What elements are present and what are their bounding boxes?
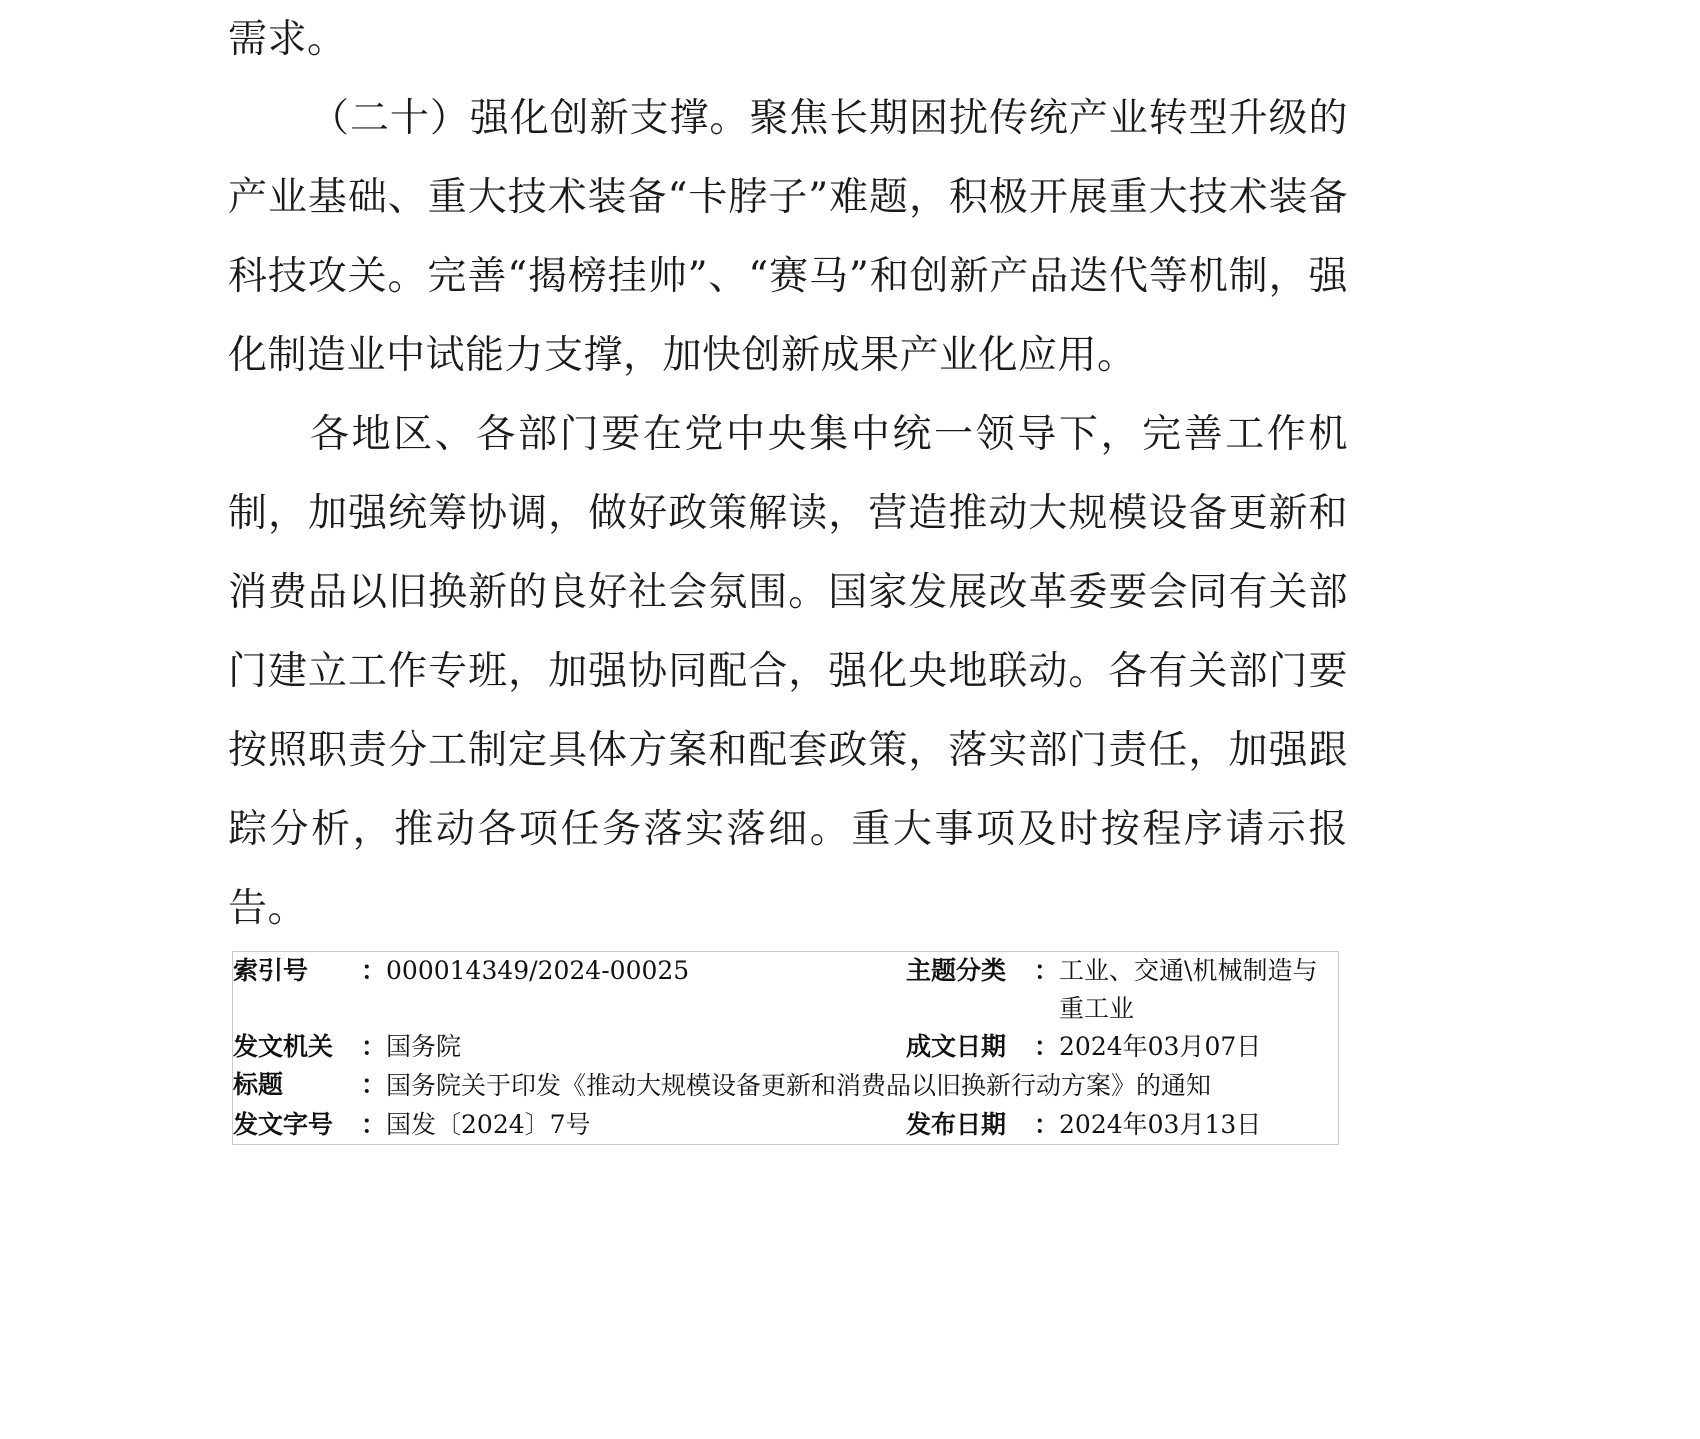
label-title: 标题 ： [233,1070,387,1099]
paragraph-closing: 各地区、各部门要在党中央集中统一领导下，完善工作机制，加强统筹协调，做好政策解读，营造推动大规模设备更新和消费品以旧换新的良好社会氛围。国家发展改革委要会同有关部门建立工作专班，加强协同配合，强化央地联动。各有关部门要按照职责分工制定具体方案和配套政策，落实部门责任，加强跟踪分析，推动各项任务落实落细。重大事项及时按程序请示报告。 [228,412,1348,931]
table-row [233,1028,1339,1066]
paragraph-continuation: 需求。 [228,17,347,62]
label-publish-date: 发布日期 ： [906,1110,1060,1139]
document-body [228,0,1348,948]
table-row [233,1066,1339,1106]
table-row [233,952,1339,1029]
value-topic-class: 工业、交通\机械制造与重工业 [1059,956,1318,1023]
table-row [233,1106,1339,1145]
label-index-no: 索引号 ： [233,956,387,985]
paragraph-section-twenty: （二十）强化创新支撑。聚焦长期困扰传统产业转型升级的产业基础、重大技术装备“卡脖子”难题，积极开展重大技术装备科技攻关。完善“揭榜挂帅”、“赛马”和创新产品迭代等机制，强化制造业中试能力支撑，加快创新成果产业化应用。 [228,96,1348,378]
label-topic-class: 主题分类 ： [906,956,1060,985]
value-draft-date: 2024年03月07日 [1059,1032,1262,1061]
value-issuing-agency: 国务院 [386,1032,462,1061]
value-index-no: 000014349/2024-00025 [386,956,690,985]
label-doc-number: 发文字号 ： [233,1110,387,1139]
label-issuing-agency: 发文机关 ： [233,1032,387,1061]
value-doc-number: 国发〔2024〕7号 [386,1110,591,1139]
value-title: 国务院关于印发《推动大规模设备更新和消费品以旧换新行动方案》的通知 [386,1071,1212,1100]
document-metadata-table [232,951,1339,1145]
label-draft-date: 成文日期 ： [906,1032,1060,1061]
value-publish-date: 2024年03月13日 [1059,1110,1262,1139]
